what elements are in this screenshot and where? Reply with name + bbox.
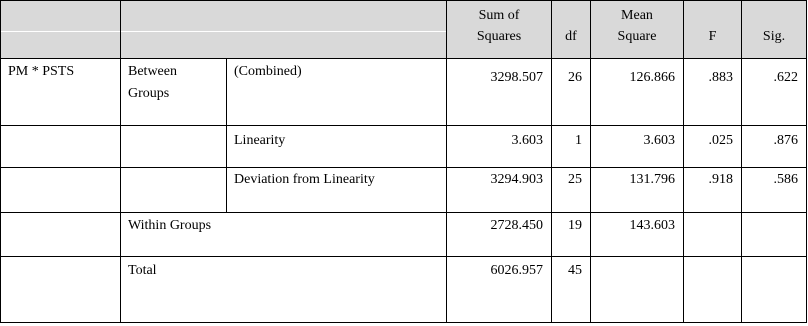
source-within-groups: Within Groups xyxy=(128,218,212,233)
cell-mean-square: 126.866 xyxy=(629,70,675,85)
cell-df: 25 xyxy=(568,172,582,187)
cell-sig: .622 xyxy=(773,70,798,85)
cell-f: .918 xyxy=(708,172,733,187)
between-groups-cell xyxy=(121,59,227,126)
header-df xyxy=(552,1,591,59)
header-row xyxy=(1,1,807,59)
cell-df: 1 xyxy=(575,133,582,148)
header-f-label: F xyxy=(708,29,717,44)
header-blank-cell xyxy=(1,1,121,59)
header-sum-of-squares xyxy=(447,1,552,59)
header-sig xyxy=(742,1,807,59)
source-total: Total xyxy=(128,263,157,278)
cell-f: .025 xyxy=(708,133,733,148)
source-deviation: Deviation from Linearity xyxy=(234,172,375,187)
source-linearity: Linearity xyxy=(234,133,286,148)
cell-df: 45 xyxy=(568,263,582,278)
header-mean-square-line2: Square xyxy=(617,29,657,44)
header-mean-square xyxy=(591,1,684,59)
header-blank-cell xyxy=(121,1,447,59)
cell-df: 26 xyxy=(568,70,582,85)
header-sum-of-squares-line1: Sum of xyxy=(478,8,520,23)
cell-mean-square xyxy=(591,257,683,262)
header-sum-of-squares-line2: Squares xyxy=(476,29,522,44)
table-row xyxy=(1,126,807,168)
table-row xyxy=(1,168,807,213)
cell-sig xyxy=(742,257,806,262)
table-row xyxy=(1,59,807,126)
cell-sum-of-squares: 2728.450 xyxy=(490,218,543,233)
source-cell xyxy=(121,257,447,323)
cell-sig xyxy=(742,213,806,217)
cell-f: .883 xyxy=(708,70,733,85)
cell-f xyxy=(684,257,741,262)
cell-mean-square: 131.796 xyxy=(629,172,675,187)
source-cell xyxy=(227,59,447,126)
source-cell xyxy=(227,168,447,213)
cell-sig: .876 xyxy=(773,133,798,148)
table-row xyxy=(1,213,807,257)
header-f xyxy=(684,1,742,59)
cell-mean-square: 143.603 xyxy=(629,218,675,233)
header-mean-square-line1: Mean xyxy=(621,8,653,23)
table-row xyxy=(1,257,807,323)
header-df-label: df xyxy=(565,29,577,44)
cell-mean-square: 3.603 xyxy=(643,133,675,148)
row-label: PM * PSTS xyxy=(8,64,75,79)
cell-sum-of-squares: 6026.957 xyxy=(490,263,543,278)
cell-sum-of-squares: 3298.507 xyxy=(490,70,543,85)
header-sig-label: Sig. xyxy=(762,29,786,44)
cell-f xyxy=(684,213,741,217)
cell-sig: .586 xyxy=(773,172,798,187)
cell-sum-of-squares: 3.603 xyxy=(511,133,543,148)
row-label-cell xyxy=(1,59,121,126)
source-cell xyxy=(121,213,447,257)
between-groups-label: Between Groups xyxy=(128,64,177,101)
source-cell xyxy=(227,126,447,168)
source-combined: (Combined) xyxy=(234,64,302,79)
cell-sum-of-squares: 3294.903 xyxy=(490,172,543,187)
cell-df: 19 xyxy=(568,218,582,233)
